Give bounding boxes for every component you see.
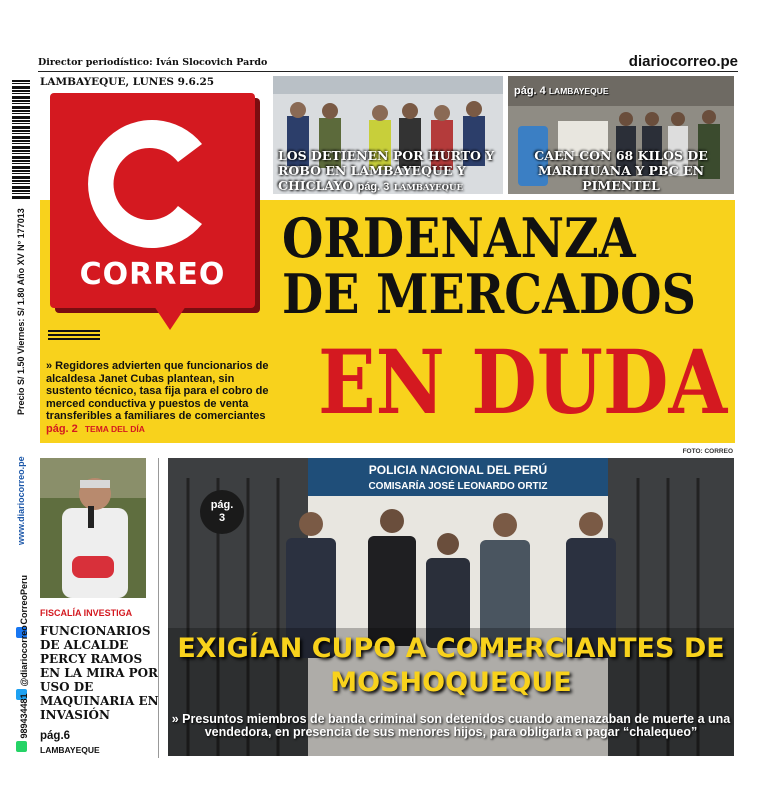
barcode [12, 80, 30, 200]
side-site-url[interactable]: www.diariocorreo.pe [16, 456, 26, 545]
main-story-summary: » Presuntos miembros de banda criminal son detenidos cuando amenazaban de muerte a una vendedora, en presencia de sus menores hijos, para obligarla a pagar “chalequeo” [171, 712, 731, 739]
photo-credit: FOTO: CORREO [682, 448, 733, 455]
top-story-2-tag: LAMBAYEQUE [548, 86, 609, 96]
logo-tail [150, 300, 190, 330]
page-badge[interactable]: pág. 3 [200, 490, 244, 534]
sign-line-2: COMISARÍA JOSÉ LEONARDO ORTIZ [368, 481, 548, 492]
headline-line-1[interactable]: ORDENANZA [282, 206, 636, 270]
headline-line-3[interactable]: EN DUDA [318, 330, 728, 434]
top-story-2-title[interactable]: CAEN CON 68 KILOS DE MARIHUANA Y PBC EN PIMENTEL [534, 148, 708, 193]
masthead-bar [38, 53, 738, 72]
top-story-1-title: LOS DETIENEN POR HURTO Y ROBO EN LAMBAYEQUE Y CHICLAYO [278, 148, 495, 193]
side-story-title[interactable]: FUNCIONARIOS DE ALCALDE PERCY RAMOS EN LA MIRA POR USO DE MAQUINARIA EN INVASIÓN [40, 624, 159, 722]
social-whatsapp[interactable]: 989434481 [16, 693, 29, 752]
site-url[interactable]: diariocorreo.pe [628, 53, 738, 70]
lead-summary-block [46, 360, 274, 435]
decorative-lines [48, 330, 100, 342]
top-story-2-page-label [514, 85, 609, 97]
dateline: LAMBAYEQUE, LUNES 9.6.25 [40, 76, 215, 88]
logo-c-icon [74, 106, 230, 262]
top-story-1-tag: LAMBAYEQUE [393, 183, 463, 193]
top-story-1-caption[interactable] [278, 148, 503, 196]
logo-wordmark: CORREO [79, 257, 226, 292]
top-story-2-page: pág. 4 [514, 85, 546, 97]
social-facebook[interactable]: CorreoPeru [16, 575, 29, 638]
lead-page: pág. 2 [46, 422, 78, 435]
director-credit: Director periodístico: Iván Slocovich Pardo [38, 57, 268, 68]
top-story-1-page: pág. 3 [357, 181, 390, 193]
side-story-page: pág.6 [40, 730, 71, 742]
side-story-tag: LAMBAYEQUE [40, 745, 100, 755]
side-story-kicker: FISCALÍA INVESTIGA [40, 608, 133, 618]
whatsapp-icon [16, 741, 27, 752]
sign-line-1: POLICIA NACIONAL DEL PERÚ [368, 463, 548, 477]
side-story-photo[interactable] [40, 458, 146, 598]
lead-tag: TEMA DEL DÍA [84, 423, 145, 434]
headline-line-2[interactable]: DE MERCADOS [282, 262, 696, 326]
price-line: Precio S/ 1.50 Viernes: S/ 1.80 Año XV N° 177013 [16, 208, 26, 415]
social-twitter[interactable]: @diariocorreo [16, 625, 29, 700]
lead-summary: » Regidores advierten que funcionarios de alcaldesa Janet Cubas plantean, sin sustento técnico, tasa fija para el cobro de merced conductiva y puestos de venta transferibles a familiares de comerciantes [46, 360, 269, 422]
main-story-title[interactable]: EXIGÍAN CUPO A COMERCIANTES DE MOSHOQUEQUE [177, 633, 725, 698]
